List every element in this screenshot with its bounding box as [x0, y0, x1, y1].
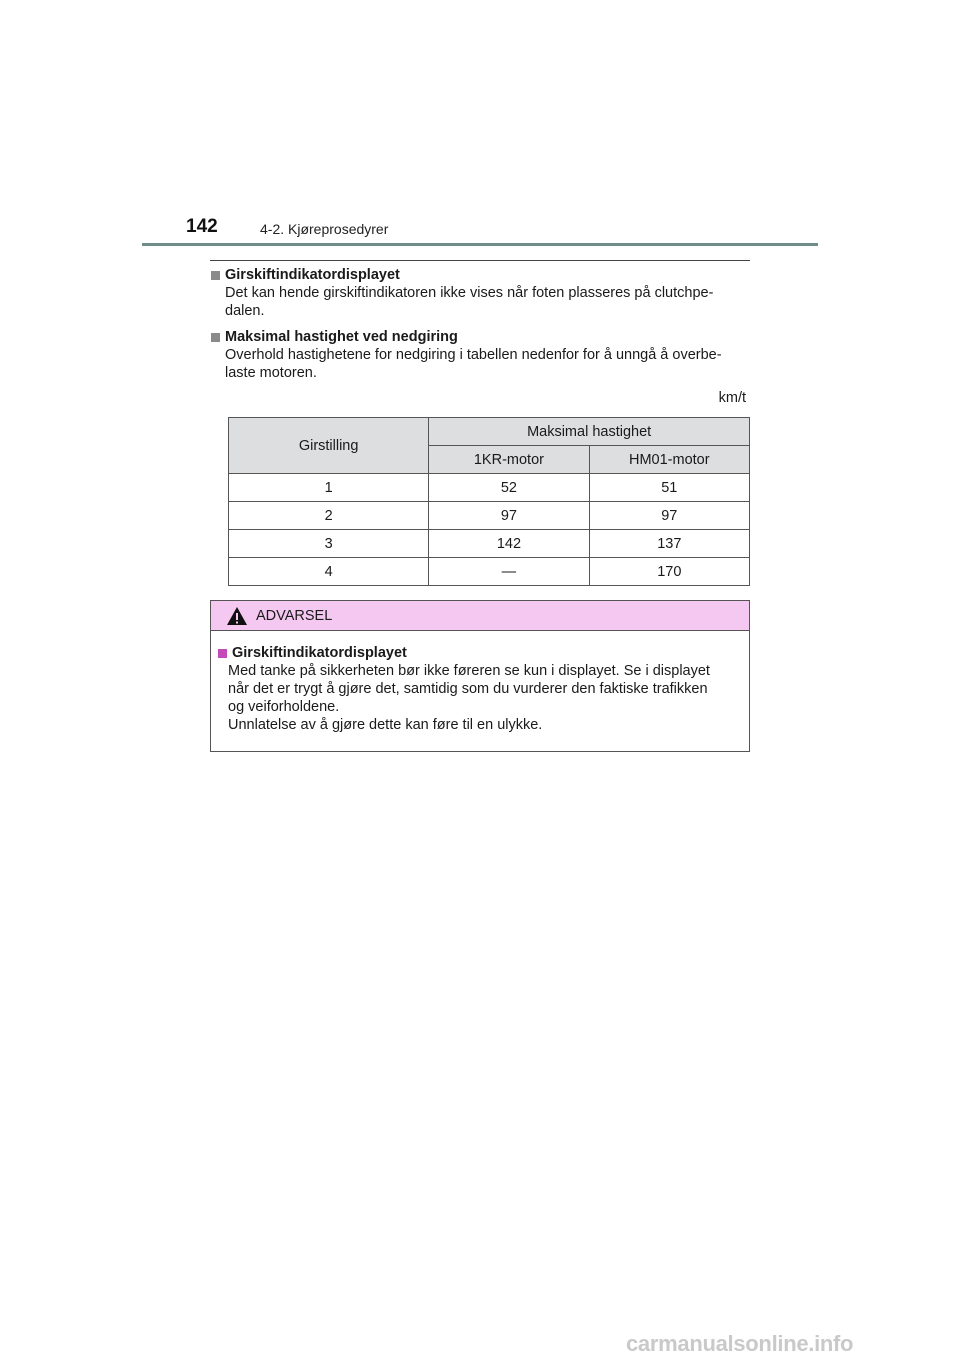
warning-triangle-icon	[226, 606, 248, 626]
bullet-square-icon	[211, 333, 220, 342]
section-body-line: dalen.	[225, 303, 265, 319]
cell-hm01: 97	[589, 502, 749, 530]
warning-heading	[217, 644, 739, 662]
table-unit: km/t	[718, 390, 746, 406]
section-heading-text: Girskiftindikatordisplayet	[225, 267, 400, 283]
cell-gear: 2	[229, 502, 429, 530]
section-heading	[210, 266, 750, 284]
warning-text	[217, 662, 739, 734]
warning-body	[211, 631, 749, 734]
cell-1kr: —	[429, 558, 589, 586]
content-divider	[210, 260, 750, 261]
bullet-square-icon	[211, 271, 220, 280]
cell-1kr: 142	[429, 530, 589, 558]
header-hm01: HM01-motor	[589, 446, 749, 474]
header-gear: Girstilling	[229, 418, 429, 474]
warning-header	[211, 601, 749, 631]
cell-gear: 3	[229, 530, 429, 558]
warning-title: ADVARSEL	[256, 607, 333, 624]
page-header	[0, 0, 960, 250]
section-shift-indicator	[210, 266, 750, 320]
watermark: carmanualsonline.info	[626, 1331, 854, 1356]
warning-heading-text: Girskiftindikatordisplayet	[232, 645, 407, 661]
cell-1kr: 97	[429, 502, 589, 530]
downshift-speed-table	[228, 417, 750, 586]
header-1kr: 1KR-motor	[429, 446, 589, 474]
warning-box	[210, 600, 750, 752]
cell-gear: 1	[229, 474, 429, 502]
table-row	[229, 530, 750, 558]
cell-hm01: 51	[589, 474, 749, 502]
cell-gear: 4	[229, 558, 429, 586]
cell-hm01: 170	[589, 558, 749, 586]
cell-1kr: 52	[429, 474, 589, 502]
warning-line: når det er trygt å gjøre det, samtidig som du vurderer den faktiske trafikken	[228, 681, 708, 697]
table-row	[229, 558, 750, 586]
section-body-line: Overhold hastighetene for nedgiring i tabellen nedenfor for å unngå å overbe-	[225, 347, 722, 363]
warning-line: Med tanke på sikkerheten bør ikke føreren se kun i displayet. Se i displayet	[228, 663, 710, 679]
table-row	[229, 474, 750, 502]
section-body-line: Det kan hende girskiftindikatoren ikke vises når foten plasseres på clutchpe-	[225, 285, 714, 301]
section-max-speed	[210, 328, 750, 382]
bullet-square-icon	[218, 649, 227, 658]
section-body-line: laste motoren.	[225, 365, 317, 381]
page-number: 142	[186, 216, 218, 237]
section-heading-text: Maksimal hastighet ved nedgiring	[225, 329, 458, 345]
warning-line: Unnlatelse av å gjøre dette kan føre til en ulykke.	[228, 717, 543, 733]
header-divider	[142, 243, 818, 246]
section-heading	[210, 328, 750, 346]
warning-line: og veiforholdene.	[228, 699, 340, 715]
header-max-speed: Maksimal hastighet	[429, 418, 750, 446]
section-title: 4-2. Kjøreprosedyrer	[260, 221, 389, 237]
section-body	[210, 284, 750, 320]
cell-hm01: 137	[589, 530, 749, 558]
table-row	[229, 502, 750, 530]
section-body	[210, 346, 750, 382]
